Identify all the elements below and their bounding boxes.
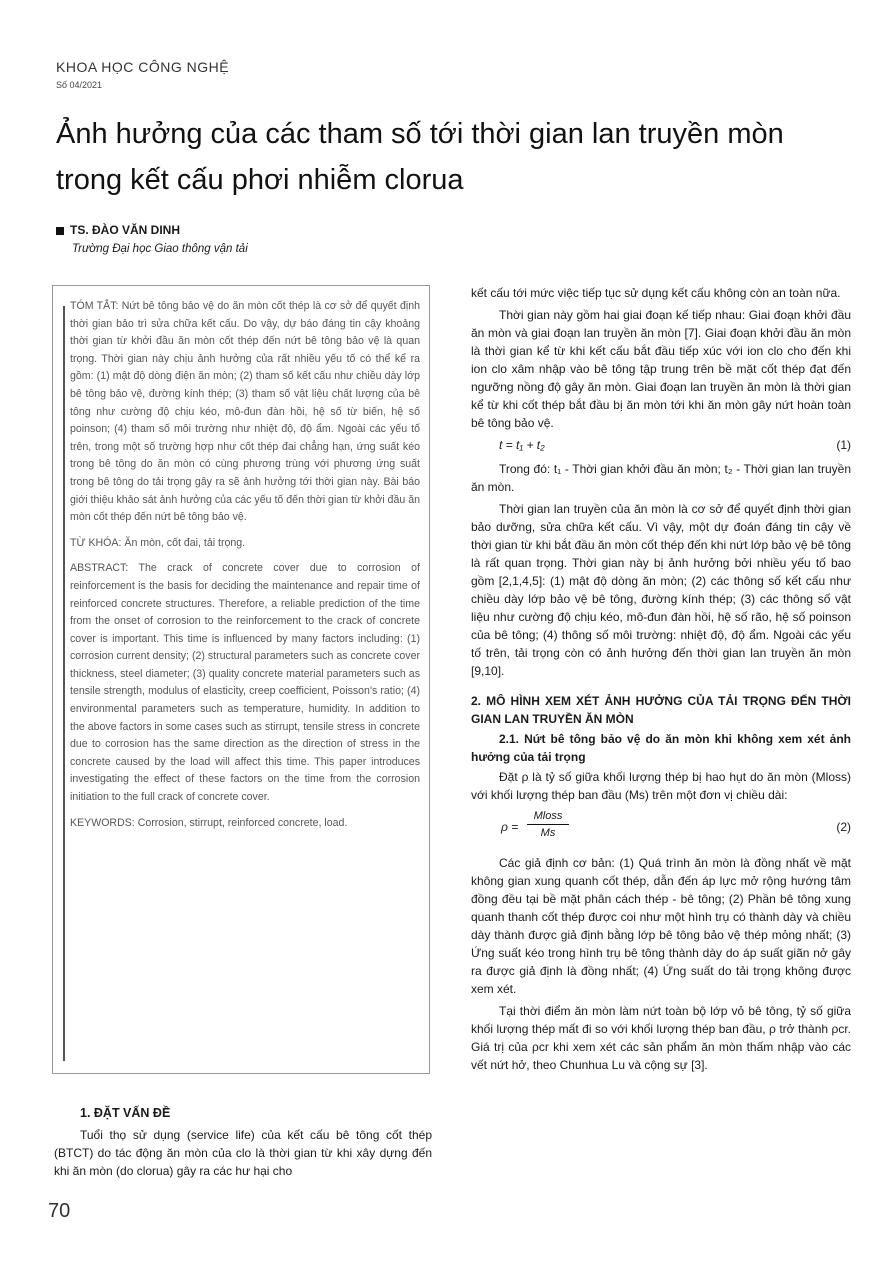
paragraph-propagation: Thời gian lan truyền của ăn mòn là cơ sở để quyết định thời gian bảo dưỡng, sửa chữa kết cấu. Vì vậy, một dự đoán đáng tin cậy về thời gian từ khi bắt đầu ăn mòn cốt thép đến khi nứt lớp bảo vệ bê tông là rất quan trọng. Thời gian này bị ảnh hưởng bởi nhiều yếu tố bao gồm [2,1,4,5]: (1) mật độ dòng ăn mòn; (2) các thông số kết cấu như chiều dày lớp bảo vệ bê tông, đường kính thép; (3) các thông số vật liệu như cường độ chịu kéo, mô-đun đàn hồi, hệ số rão, hệ số poinson của bê tông; (4) thông số môi trường: nhiệt độ, độ ẩm. Ngoài các yếu tố trên, tải trọng còn có ảnh hưởng đến thời gian lan truyền ăn mòn [9,10].	[471, 502, 851, 678]
abstract-en-text: The crack of concrete cover due to corrosion of reinforcement is the basis for deciding the maintenance and repair time of reinforced concrete structures. Therefore, a reliable prediction of the time from the onset of corrosion to the reinforcement to the crack of concrete cover is important. This time is influenced by many factors including: (1) corrosion current density; (2) structural parameters such as concrete cover thickness, steel diameter; (3) quality concrete material parameters such as tensile strength, modulus of elasticity, creep coefficient, Poisson's ratio; (4) environmental parameters such as temperature, humidity. In addition to the above factors in some cases such as stirrupt, tensile stress in concrete due to corrosion has the same direction as the direction of stress in the concrete caused by the load will affect this time. This paper introduces investigating the effect of these factors on the time from the corrosion initiation to the full crack of concrete cover.	[70, 562, 420, 804]
left-column-body	[54, 1104, 432, 1180]
abstract-vi-text: Nứt bê tông bảo vệ do ăn mòn cốt thép là cơ sở để quyết định thời gian bảo trì sửa chữa kết cấu. Do vậy, dự báo đáng tin cậy khoảng thời gian từ khởi đầu ăn mòn cốt thép đến nứt bê tông bảo vệ là quan trọng. Thời gian này chịu ảnh hưởng của rất nhiều yếu tố có thể kể ra gồm: (1) mật độ dòng điện ăn mòn; (2) tham số kết cấu như chiều dày lớp bê tông bảo vệ, đường kính thép; (3) tham số vật liệu chất lượng của bê tông như cường độ chịu kéo, mô-đun đàn hồi, hệ số từ biến, hệ số poinson; (4) tham số môi trường như nhiệt độ, độ ẩm. Ngoài các yếu tố trên, trong một số trường hợp như cốt thép đai chẳng hạn, ứng suất kéo trong bê tông do ăn mòn có cùng phương trùng với phương ứng suất trong bê tông do tải trọng gây ra sẽ ảnh hưởng tới thời gian này. Bài báo giới thiệu khảo sát ảnh hưởng của các yếu tố đến thời gian từ khởi đầu ăn mòn cốt thép đến nứt bê tông bảo vệ.	[70, 300, 420, 524]
journal-section-header: KHOA HỌC CÔNG NGHỆ	[56, 59, 230, 75]
abstract-side-bar	[63, 306, 65, 1061]
paragraph-rho-definition: Đặt ρ là tỷ số giữa khối lượng thép bị hao hụt do ăn mòn (Mloss) với khối lượng thép ban đầu (Ms) trên một đơn vị chiều dài:	[471, 770, 851, 802]
keywords-en	[70, 815, 420, 833]
journal-issue: Số 04/2021	[56, 80, 103, 90]
equation-2-number: (2)	[836, 820, 851, 834]
section-1-heading: 1. ĐẶT VẤN ĐỀ	[80, 1106, 171, 1120]
equation-2-numerator: Mloss	[527, 808, 569, 825]
paragraph-continued: kết cấu tới mức việc tiếp tục sử dụng kết cấu không còn an toàn nữa.	[471, 286, 841, 300]
abstract-vi-label: TÓM TẮT:	[70, 300, 119, 312]
page-number: 70	[48, 1200, 71, 1222]
author	[56, 223, 180, 237]
equation-1-expression: t = t₁ + t₂	[499, 438, 545, 452]
abstract-vi	[70, 298, 420, 527]
paragraph-critical-ratio: Tại thời điểm ăn mòn làm nứt toàn bộ lớp vỏ bê tông, tỷ số giữa khối lượng thép mất đi so với khối lượng thép ban đầu, ρ trở thành ρcr. Giá trị của ρcr khi xem xét các sản phẩm ăn mòn thấm nhập vào các vết nứt hở, theo Chunhua Lu và cộng sự [3].	[471, 1004, 851, 1072]
keywords-vi-label: TỪ KHÓA:	[70, 536, 122, 549]
keywords-en-label: KEYWORDS:	[70, 816, 135, 829]
section-2-heading: 2. MÔ HÌNH XEM XÉT ẢNH HƯỞNG CỦA TẢI TRỌNG ĐẾN THỜI GIAN LAN TRUYỀN ĂN MÒN	[471, 694, 851, 726]
section-1-paragraph: Tuổi thọ sử dụng (service life) của kết cấu bê tông cốt thép (BTCT) do tác động ăn mòn của clo là thời gian từ khi xây dựng đến khi ăn mòn (do clorua) gây ra các hư hại cho	[54, 1128, 432, 1178]
equation-2	[471, 808, 851, 848]
abstract-en-label: ABSTRACT:	[70, 562, 129, 575]
abstract-en	[70, 560, 420, 806]
equation-1-description: Trong đó: t₁ - Thời gian khởi đầu ăn mòn; t₂ - Thời gian lan truyền ăn mòn.	[471, 462, 851, 494]
abstract-box	[52, 285, 430, 1074]
right-column-body	[471, 284, 851, 1078]
subsection-2-1-heading: 2.1. Nứt bê tông bảo vệ do ăn mòn khi không xem xét ảnh hưởng của tải trọng	[471, 732, 851, 764]
equation-2-fraction	[527, 808, 569, 841]
abstract-content	[70, 298, 420, 840]
paragraph-stages: Thời gian này gồm hai giai đoạn kế tiếp nhau: Giai đoạn khởi đầu ăn mòn và giai đoạn lan truyền ăn mòn [7]. Giai đoạn khởi đầu ăn mòn là thời gian kể từ khi kết cấu bắt đầu tiếp xúc với ion clo cho đến khi ion clo xâm nhập vào bê tông tập trung trên bề mặt cốt thép đạt đến ngưỡng nồng độ gây ăn mòn. Giai đoạn lan truyền ăn mòn là thời gian kể từ khi cốt thép bắt đầu bị ăn mòn tới khi ăn mòn gây nứt hoàn toàn bê tông bảo vệ.	[471, 308, 851, 430]
keywords-vi-text: Ăn mòn, cốt đai, tải trọng.	[124, 536, 246, 549]
article-title: Ảnh hưởng của các tham số tới thời gian lan truyền mòn trong kết cấu phơi nhiễm clorua	[56, 118, 784, 196]
equation-2-lhs: ρ =	[501, 820, 519, 834]
affiliation: Trường Đại học Giao thông vận tải	[72, 243, 248, 255]
square-bullet-icon	[56, 227, 64, 235]
equation-1-number: (1)	[836, 438, 851, 452]
keywords-vi	[70, 535, 420, 553]
author-name: TS. ĐÀO VĂN DINH	[70, 223, 181, 237]
equation-2-denominator: Ms	[540, 827, 556, 839]
keywords-en-text: Corrosion, stirrupt, reinforced concrete, load.	[137, 816, 348, 829]
paragraph-assumptions: Các giả định cơ bản: (1) Quá trình ăn mòn là đồng nhất về mặt không gian xung quanh cốt thép, dẫn đến áp lực mở rộng hướng tâm đồng đều tại bề mặt phân cách thép - bê tông; (2) Phần bê tông xung quanh thanh cốt thép được coi như một hình trụ có thành dày và chiều dày thành được giả định bằng lớp bê tông bảo vệ thép mỏng nhất; (3) Ứng suất kéo trong hình trụ bê tông thành dày do áp suất giãn nở gây ra được giả định là đồng nhất; (4) Ứng suất do tải trọng không được xem xét.	[471, 856, 851, 996]
equation-1	[471, 436, 851, 458]
